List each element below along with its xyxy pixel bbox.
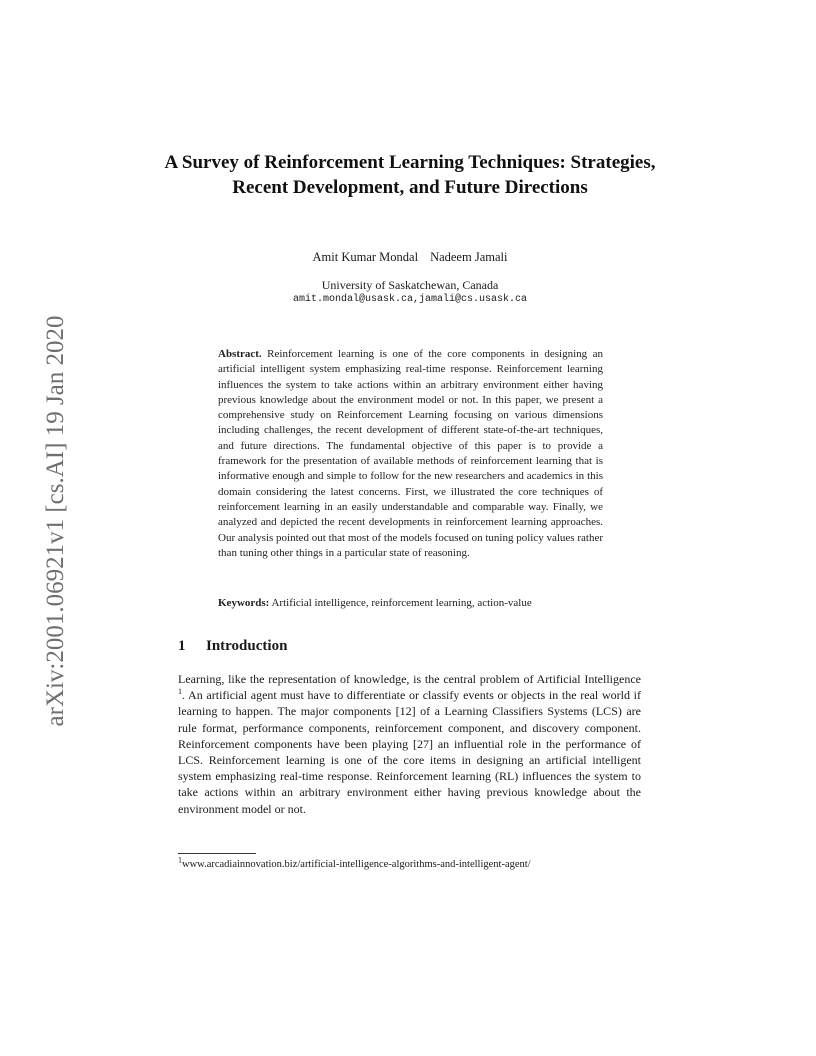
- keywords-text: Artificial intelligence, reinforcement learning, action-value: [271, 597, 532, 609]
- keywords-label: Keywords:: [218, 597, 270, 609]
- footnote-url: www.arcadiainnovation.biz/artificial-intelligence-algorithms-and-intelligent-agent/: [182, 859, 531, 870]
- abstract-label: Abstract.: [218, 348, 262, 360]
- intro-text-part2: . An artificial agent must have to differentiate or classify events or objects in the real world if learning to happen. The major components [12] of a Learning Classifiers Systems (LCS) are rule format, performance components, reinforcement component, and discovery component. Reinforcement components have been playing [27] an influential role in the performance of LCS. Reinforcement learning is one of the core items in designing an artificial intelligent system emphasizing real-time response. Reinforcement learning (RL) influences the system to take actions within an arbitrary environment either having previous knowledge about the environment model or not.: [178, 688, 641, 816]
- author-name: Nadeem Jamali: [430, 250, 508, 264]
- footnote-mark: 1: [178, 855, 182, 865]
- paper-title: A Survey of Reinforcement Learning Techniques: Strategies, Recent Development, and Future Directions: [164, 152, 656, 198]
- section-title: Introduction: [206, 638, 288, 654]
- section-heading-introduction: [178, 638, 287, 655]
- footnote: [178, 855, 641, 872]
- intro-text-part1: Learning, like the representation of knowledge, is the central problem of Artificial Intelligence: [178, 672, 641, 686]
- section-number: 1: [178, 638, 186, 654]
- author-emails: amit.mondal@usask.ca,jamali@cs.usask.ca: [292, 294, 528, 305]
- footnote-divider: [178, 853, 256, 854]
- introduction-paragraph: [178, 671, 641, 817]
- affiliation: University of Saskatchewan, Canada: [321, 278, 499, 292]
- arxiv-identifier-stamp: arXiv:2001.06921v1 [cs.AI] 19 Jan 2020: [42, 315, 69, 727]
- abstract: [218, 347, 603, 561]
- footnote-reference: 1: [178, 687, 182, 697]
- keywords: [218, 597, 603, 609]
- author-name: Amit Kumar Mondal: [312, 250, 419, 264]
- abstract-text: Reinforcement learning is one of the core components in designing an artificial intelligent system emphasizing real-time response. Reinforcement learning influences the system to take actions within an arbitrary environment either having previous knowledge about the environment model or not. In this paper, we present a comprehensive study on Reinforcement Learning focusing on various dimensions including challenges, the recent development of different state-of-the-art techniques, and future directions. The fundamental objective of this paper is to provide a framework for the presentation of available methods of reinforcement learning that is informative enough and simple to follow for the new researchers and academics in this domain considering the latest concerns. First, we illustrated the core techniques of reinforcement learning in an easily understandable and comparable way. Finally, we analyzed and depicted the recent developments in reinforcement learning approaches. Our analysis pointed out that most of the models focused on tuning policy values rather than tuning other things in a particular state of reasoning.: [218, 348, 603, 559]
- author-list: [150, 250, 670, 265]
